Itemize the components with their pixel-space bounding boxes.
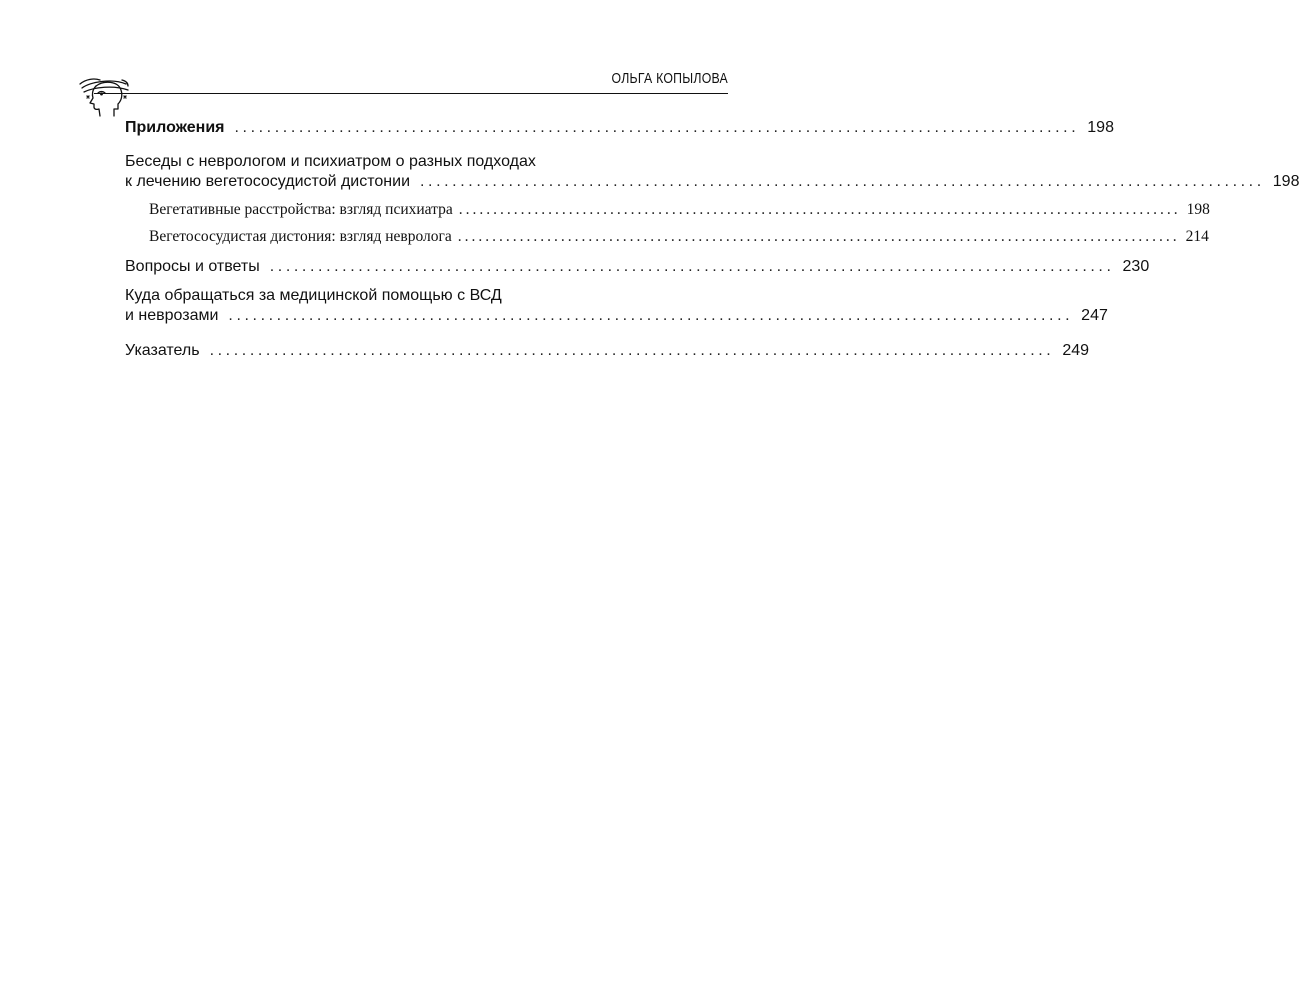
toc-page-number: 198	[1186, 201, 1210, 218]
toc-leader-dots: .........................................................................................................	[228, 307, 1074, 324]
toc-entry-where-to-go-line1: Куда обращаться за медицинской помощью с ВСД	[125, 287, 502, 304]
toc-entry-conversations[interactable]	[125, 172, 1299, 192]
toc-entry-conversations-line1: Беседы с неврологом и психиатром о разных подходах	[125, 153, 536, 170]
toc-entry-where-to-go[interactable]	[125, 306, 1108, 326]
toc-leader-dots: .........................................................................................................	[234, 119, 1080, 136]
toc-leader-dots: .........................................................................................................	[458, 201, 1181, 218]
toc-entry-title: и неврозами	[125, 307, 219, 324]
toc-entry-title: Вегетативные расстройства: взгляд психиатра	[149, 201, 453, 218]
toc-leader-dots: .........................................................................................................	[209, 342, 1055, 359]
toc-page-number: 198	[1272, 173, 1299, 190]
toc-leader-dots: .........................................................................................................	[420, 173, 1265, 190]
running-head-author: ОЛЬГА КОПЫЛОВА	[611, 70, 728, 87]
toc-leader-dots: .........................................................................................................	[457, 228, 1180, 245]
toc-entry-title: к лечению вегетососудистой дистонии	[125, 173, 410, 190]
toc-page-number: 249	[1062, 342, 1090, 359]
header-rule	[94, 93, 728, 94]
toc-entry-title: Приложения	[125, 119, 225, 136]
toc-page-number: 230	[1122, 258, 1150, 275]
toc-entry-title: Указатель	[125, 342, 200, 359]
toc-entry-qa[interactable]	[125, 257, 1150, 277]
toc-entry-appendix[interactable]	[125, 118, 1114, 138]
toc-entry-index[interactable]	[125, 341, 1090, 361]
toc-page-number: 198	[1087, 119, 1114, 136]
toc-subentry-psychiatrist[interactable]	[149, 200, 1210, 220]
toc-entry-title: Вопросы и ответы	[125, 258, 260, 275]
toc-entry-title: Вегетососудистая дистония: взгляд невролога	[149, 228, 452, 245]
toc-leader-dots: .........................................................................................................	[269, 258, 1115, 275]
toc-page-number: 214	[1185, 228, 1209, 245]
toc-page-number: 247	[1081, 307, 1108, 324]
toc-subentry-neurologist[interactable]	[149, 227, 1209, 247]
head-outline-icon	[78, 76, 130, 118]
